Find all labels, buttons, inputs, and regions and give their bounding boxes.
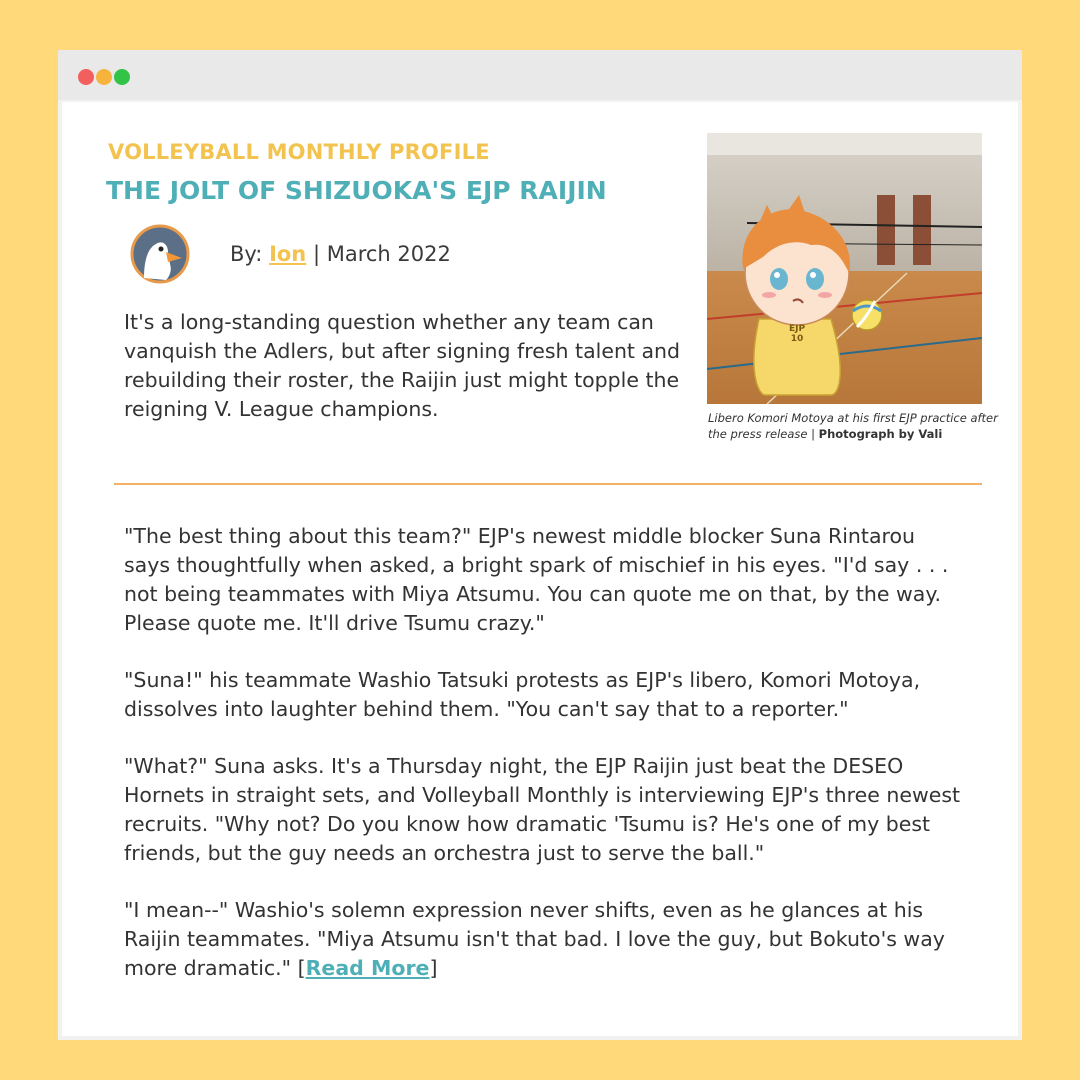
byline-prefix: By:: [230, 242, 270, 266]
article-photo: [707, 133, 982, 404]
body-paragraph: "The best thing about this team?" EJP's newest middle blocker Suna Rintarou says thoughtfully when asked, a bright spark of mischief in his eyes. "I'd say . . . not being teammates with Miya Atsumu. You can quote me on that, by the way. Please quote me. It'll drive Tsumu crazy.": [124, 524, 949, 635]
article-kicker: VOLLEYBALL MONTHLY PROFILE: [108, 140, 490, 164]
author-avatar-goose-icon: [130, 224, 190, 284]
last-paragraph-text: "I mean--" Washio's solemn expression never shifts, even as he glances at his Raijin teammates. "Miya Atsumu isn't that bad. I love the guy, but Bokuto's way more dramatic.": [124, 898, 945, 980]
article-lede: It's a long-standing question whether any team can vanquish the Adlers, but after signing fresh talent and rebuilding their roster, the Raijin just might topple the reigning V. League champions.: [124, 310, 681, 421]
body-paragraph-last: [124, 896, 964, 983]
caption-text: Libero Komori Motoya at his first EJP practice after the press release |: [708, 411, 998, 441]
body-paragraph: "What?" Suna asks. It's a Thursday night, the EJP Raijin just beat the DESEO Hornets in straight sets, and Volleyball Monthly is interviewing EJP's three newest recruits. "Why not? Do you know how dramatic 'Tsumu is? He's one of my best friends, but the guy needs an orchestra just to serve the ball.": [124, 754, 961, 865]
bracket-close: ]: [429, 956, 438, 980]
article-headline: THE JOLT OF SHIZUOKA'S EJP RAIJIN: [106, 176, 607, 205]
photo-caption: [708, 410, 998, 442]
minimize-window-button[interactable]: [96, 69, 112, 85]
browser-window: [58, 50, 1022, 1040]
publish-date: March 2022: [326, 242, 451, 266]
byline: [230, 242, 451, 266]
article-body: [124, 522, 964, 1011]
jersey-number: 10: [790, 334, 804, 344]
bracket-open: [: [297, 956, 306, 980]
body-paragraph: "Suna!" his teammate Washio Tatsuki protests as EJP's libero, Komori Motoya, dissolves into laughter behind them. "You can't say that to a reporter.": [124, 668, 921, 721]
author-link[interactable]: Ion: [269, 242, 307, 266]
close-window-button[interactable]: [78, 69, 94, 85]
jersey-text: EJP: [788, 324, 806, 334]
maximize-window-button[interactable]: [114, 69, 130, 85]
article-page: [62, 102, 1018, 1036]
byline-separator: |: [306, 242, 327, 266]
window-titlebar: [58, 50, 1022, 100]
section-divider: [114, 483, 982, 485]
photo-credit: Photograph by Vali: [818, 427, 943, 441]
read-more-link[interactable]: Read More: [305, 956, 430, 980]
volleyball-icon: [852, 300, 882, 330]
